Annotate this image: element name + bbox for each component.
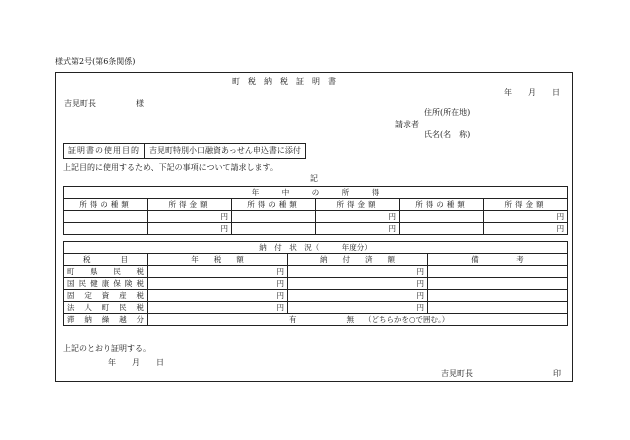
paid-amount-cell: 円 xyxy=(288,266,428,278)
annual-tax-cell: 円 xyxy=(148,266,288,278)
note-cell xyxy=(428,302,568,314)
ki-label: 記 xyxy=(310,174,318,183)
income-amount-cell: 円 xyxy=(484,211,568,223)
payment-col-tax: 税 目 xyxy=(64,254,148,266)
payment-col-paid: 納 付 済 額 xyxy=(288,254,428,266)
seal-mark: 印 xyxy=(553,369,561,378)
address-label: 住所(所在地) xyxy=(424,108,471,117)
income-type-cell xyxy=(232,211,316,223)
arrears-row xyxy=(64,314,568,326)
arrears-note: （どちらかを○で囲む。） xyxy=(364,314,450,324)
table-row xyxy=(64,302,568,314)
certify-statement: 上記のとおり証明する。 xyxy=(63,344,151,353)
certificate-title: 町 税 納 税 証 明 書 xyxy=(232,77,336,86)
tax-item-label: 町県民税 xyxy=(64,266,148,278)
tax-item-label: 法人町民税 xyxy=(64,302,148,314)
table-row xyxy=(64,278,568,290)
annual-tax-cell: 円 xyxy=(148,278,288,290)
income-col-amount-2: 所得金額 xyxy=(316,199,400,211)
income-type-cell xyxy=(400,211,484,223)
income-amount-cell: 円 xyxy=(316,223,400,235)
requester-label: 請求者 xyxy=(395,120,419,129)
note-cell xyxy=(428,266,568,278)
request-statement: 上記目的に使用するため、下記の事項について請求します。 xyxy=(63,163,278,172)
table-row xyxy=(64,290,568,302)
income-type-cell xyxy=(64,211,148,223)
income-col-amount-3: 所得金額 xyxy=(484,199,568,211)
date-bottom: 年 月 日 xyxy=(108,358,164,367)
income-type-cell xyxy=(400,223,484,235)
income-type-cell xyxy=(64,223,148,235)
name-label: 氏名(名 称) xyxy=(424,130,471,139)
purpose-box xyxy=(63,143,306,159)
paid-amount-cell: 円 xyxy=(288,302,428,314)
payment-header: 納 付 状 況（ 年度分） xyxy=(64,242,568,254)
income-col-type-3: 所得の種類 xyxy=(400,199,484,211)
income-col-amount-1: 所得金額 xyxy=(148,199,232,211)
arrears-no: 無 xyxy=(346,314,354,324)
annual-tax-cell: 円 xyxy=(148,302,288,314)
income-col-type-1: 所得の種類 xyxy=(64,199,148,211)
issuer: 吉見町長 xyxy=(441,369,473,378)
date-top: 年 月 日 xyxy=(504,88,560,97)
note-cell xyxy=(428,278,568,290)
income-amount-cell: 円 xyxy=(484,223,568,235)
tax-item-label: 国民健康保険税 xyxy=(64,278,148,290)
payment-col-annual: 年 税 額 xyxy=(148,254,288,266)
note-cell xyxy=(428,290,568,302)
paid-amount-cell: 円 xyxy=(288,290,428,302)
tax-item-label: 固定資産税 xyxy=(64,290,148,302)
paid-amount-cell: 円 xyxy=(288,278,428,290)
income-table xyxy=(63,186,568,235)
purpose-value: 吉見町特別小口融資あっせん申込書に添付 xyxy=(149,146,301,155)
arrears-yes: 有 xyxy=(289,314,297,324)
income-type-cell xyxy=(232,223,316,235)
income-amount-cell: 円 xyxy=(148,223,232,235)
income-header: 年 中 の 所 得 xyxy=(64,187,568,199)
payment-table xyxy=(63,241,568,326)
annual-tax-cell: 円 xyxy=(148,290,288,302)
income-col-type-2: 所得の種類 xyxy=(232,199,316,211)
table-row xyxy=(64,266,568,278)
payment-col-note: 備 考 xyxy=(428,254,568,266)
arrears-label: 滞納繰越分 xyxy=(64,314,148,326)
addressee: 吉見町長 様 xyxy=(64,99,144,108)
arrears-cell xyxy=(148,314,568,326)
purpose-label: 証明書の使用目的 xyxy=(64,144,145,158)
income-amount-cell: 円 xyxy=(316,211,400,223)
income-amount-cell: 円 xyxy=(148,211,232,223)
form-label: 様式第2号(第6条関係) xyxy=(55,57,136,66)
